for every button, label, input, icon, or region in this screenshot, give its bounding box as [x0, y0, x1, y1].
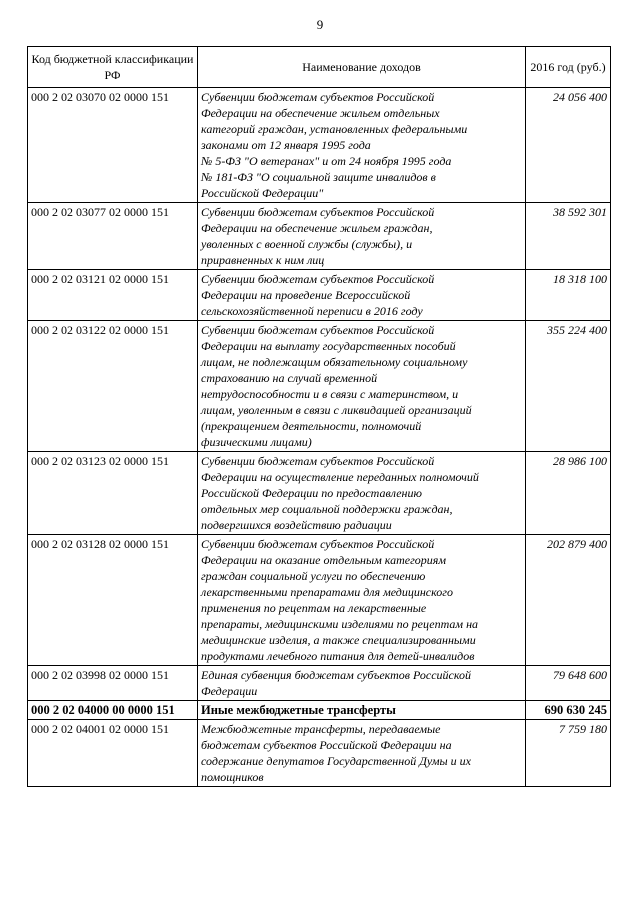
revenue-name-cell: Субвенции бюджетам субъектов Российской Федерации на осуществление переданных полномочий Российской Федерации по предоставлению отдельных мер социальной поддержки граждан, подвергшихся воздействию радиации: [198, 452, 526, 535]
budget-code-cell: 000 2 02 04001 02 0000 151: [28, 720, 198, 787]
budget-code-cell: 000 2 02 03070 02 0000 151: [28, 88, 198, 203]
amount-cell: 355 224 400: [526, 321, 611, 452]
budget-code-cell: 000 2 02 03998 02 0000 151: [28, 666, 198, 701]
revenue-name-cell: Единая субвенция бюджетам субъектов Российской Федерации: [198, 666, 526, 701]
amount-cell: 79 648 600: [526, 666, 611, 701]
header-name: Наименование доходов: [198, 47, 526, 88]
amount-cell: 202 879 400: [526, 535, 611, 666]
revenue-name-cell: Субвенции бюджетам субъектов Российской Федерации на выплату государственных пособий лицам, не подлежащим обязательному социальному страхованию на случай временной нетрудоспособности и в связи с материнством, и лицам, уволенным в связи с ликвидацией организаций (прекращением деятельности, полномочий физическими лицами): [198, 321, 526, 452]
table-row: [28, 321, 611, 452]
amount-cell: 690 630 245: [526, 701, 611, 720]
budget-code-cell: 000 2 02 03123 02 0000 151: [28, 452, 198, 535]
budget-code-cell: 000 2 02 03121 02 0000 151: [28, 270, 198, 321]
amount-cell: 24 056 400: [526, 88, 611, 203]
table-row: [28, 720, 611, 787]
table-row: [28, 203, 611, 270]
table-row: [28, 666, 611, 701]
header-amount: 2016 год (руб.): [526, 47, 611, 88]
revenue-name-cell: Субвенции бюджетам субъектов Российской Федерации на оказание отдельным категориям граждан социальной услуги по обеспечению лекарственными препаратами для медицинского применения по рецептам на лекарственные препараты, медицинскими изделиями по рецептам на медицинские изделия, а также специализированными продуктами лечебного питания для детей-инвалидов: [198, 535, 526, 666]
amount-cell: 38 592 301: [526, 203, 611, 270]
table-row: [28, 452, 611, 535]
table-row: [28, 88, 611, 203]
revenue-name-cell: Межбюджетные трансферты, передаваемые бюджетам субъектов Российской Федерации на содержание депутатов Государственной Думы и их помощников: [198, 720, 526, 787]
revenue-table: [27, 46, 611, 787]
revenue-name-cell: Субвенции бюджетам субъектов Российской Федерации на обеспечение жильем граждан, уволенных с военной службы (службы), и приравненных к ним лиц: [198, 203, 526, 270]
revenue-name-cell: Иные межбюджетные трансферты: [198, 701, 526, 720]
budget-code-cell: 000 2 02 03077 02 0000 151: [28, 203, 198, 270]
amount-cell: 18 318 100: [526, 270, 611, 321]
table-row: [28, 535, 611, 666]
revenue-name-cell: Субвенции бюджетам субъектов Российской Федерации на обеспечение жильем отдельных категорий граждан, установленных федеральными законами от 12 января 1995 года № 5-ФЗ "О ветеранах" и от 24 ноября 1995 года № 181-ФЗ "О социальной защите инвалидов в Российской Федерации": [198, 88, 526, 203]
budget-code-cell: 000 2 02 03128 02 0000 151: [28, 535, 198, 666]
budget-code-cell: 000 2 02 04000 00 0000 151: [28, 701, 198, 720]
page-number: 9: [316, 17, 324, 32]
amount-cell: 7 759 180: [526, 720, 611, 787]
budget-code-cell: 000 2 02 03122 02 0000 151: [28, 321, 198, 452]
amount-cell: 28 986 100: [526, 452, 611, 535]
table-header-row: [28, 47, 611, 88]
table-row: [28, 701, 611, 720]
revenue-name-cell: Субвенции бюджетам субъектов Российской Федерации на проведение Всероссийской сельскохозяйственной переписи в 2016 году: [198, 270, 526, 321]
table-row: [28, 270, 611, 321]
header-code: Код бюджетной классификации РФ: [28, 47, 198, 88]
